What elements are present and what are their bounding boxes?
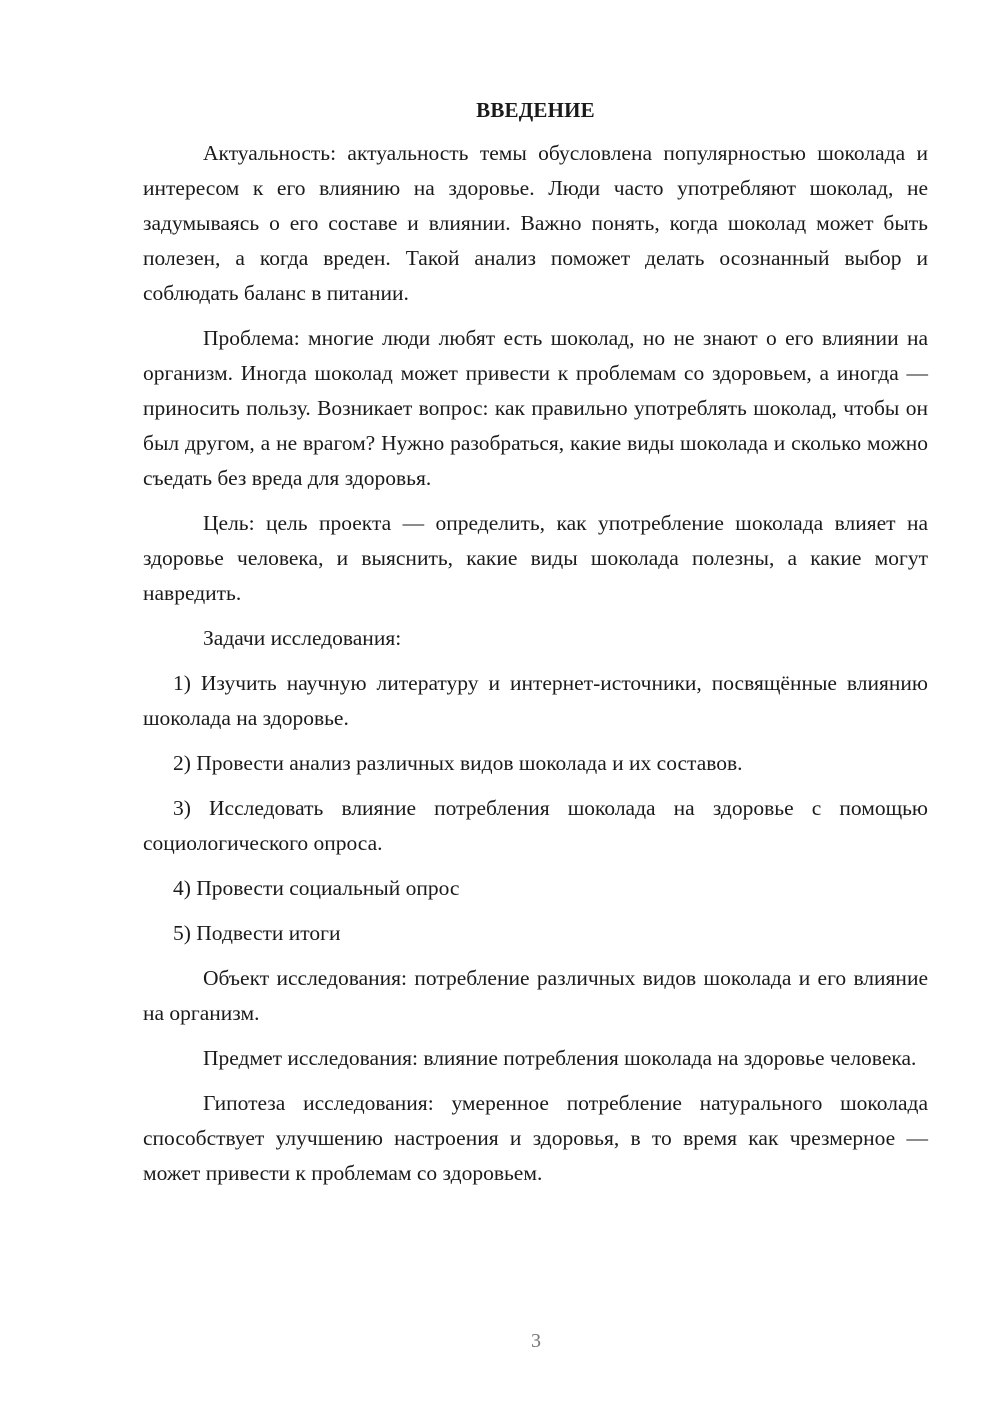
task-item: 1) Изучить научную литературу и интернет-источники, посвящённые влиянию шоколада на здоровье. — [143, 671, 928, 730]
subject-paragraph: Предмет исследования: влияние потребления шоколада на здоровье человека. — [203, 1046, 917, 1070]
problem-paragraph: Проблема: многие люди любят есть шоколад, но не знают о его влиянии на организм. Иногда шоколад может привести к проблемам со здоровьем, а иногда — приносить пользу. Возникает вопрос: как правильно употреблять шоколад, чтобы он был другом, а не врагом? Нужно разобраться, какие виды шоколада и сколько можно съедать без вреда для здоровья. — [143, 326, 928, 490]
task-item: 3) Исследовать влияние потребления шоколада на здоровье с помощью социологического опроса. — [143, 796, 928, 855]
hypothesis-paragraph: Гипотеза исследования: умеренное потребление натурального шоколада способствует улучшению настроения и здоровья, в то время как чрезмерное — может привести к проблемам со здоровьем. — [143, 1091, 928, 1185]
page-content — [143, 96, 928, 1201]
section-title: ВВЕДЕНИЕ — [476, 98, 595, 122]
tasks-heading: Задачи исследования: — [203, 626, 402, 650]
goal-paragraph: Цель: цель проекта — определить, как употребление шоколада влияет на здоровье человека, и выяснить, какие виды шоколада полезны, а какие могут навредить. — [143, 511, 928, 605]
task-item: 2) Провести анализ различных видов шоколада и их составов. — [173, 751, 743, 775]
page-number: 3 — [531, 1330, 541, 1352]
task-item: 5) Подвести итоги — [173, 921, 341, 945]
task-item: 4) Провести социальный опрос — [173, 876, 460, 900]
object-paragraph: Объект исследования: потребление различных видов шоколада и его влияние на организм. — [143, 966, 928, 1025]
relevance-paragraph: Актуальность: актуальность темы обусловлена популярностью шоколада и интересом к его влиянию на здоровье. Люди часто употребляют шоколад, не задумываясь о его составе и влиянии. Важно понять, когда шоколад может быть полезен, а когда вреден. Такой анализ поможет делать осознанный выбор и соблюдать баланс в питании. — [143, 141, 928, 305]
